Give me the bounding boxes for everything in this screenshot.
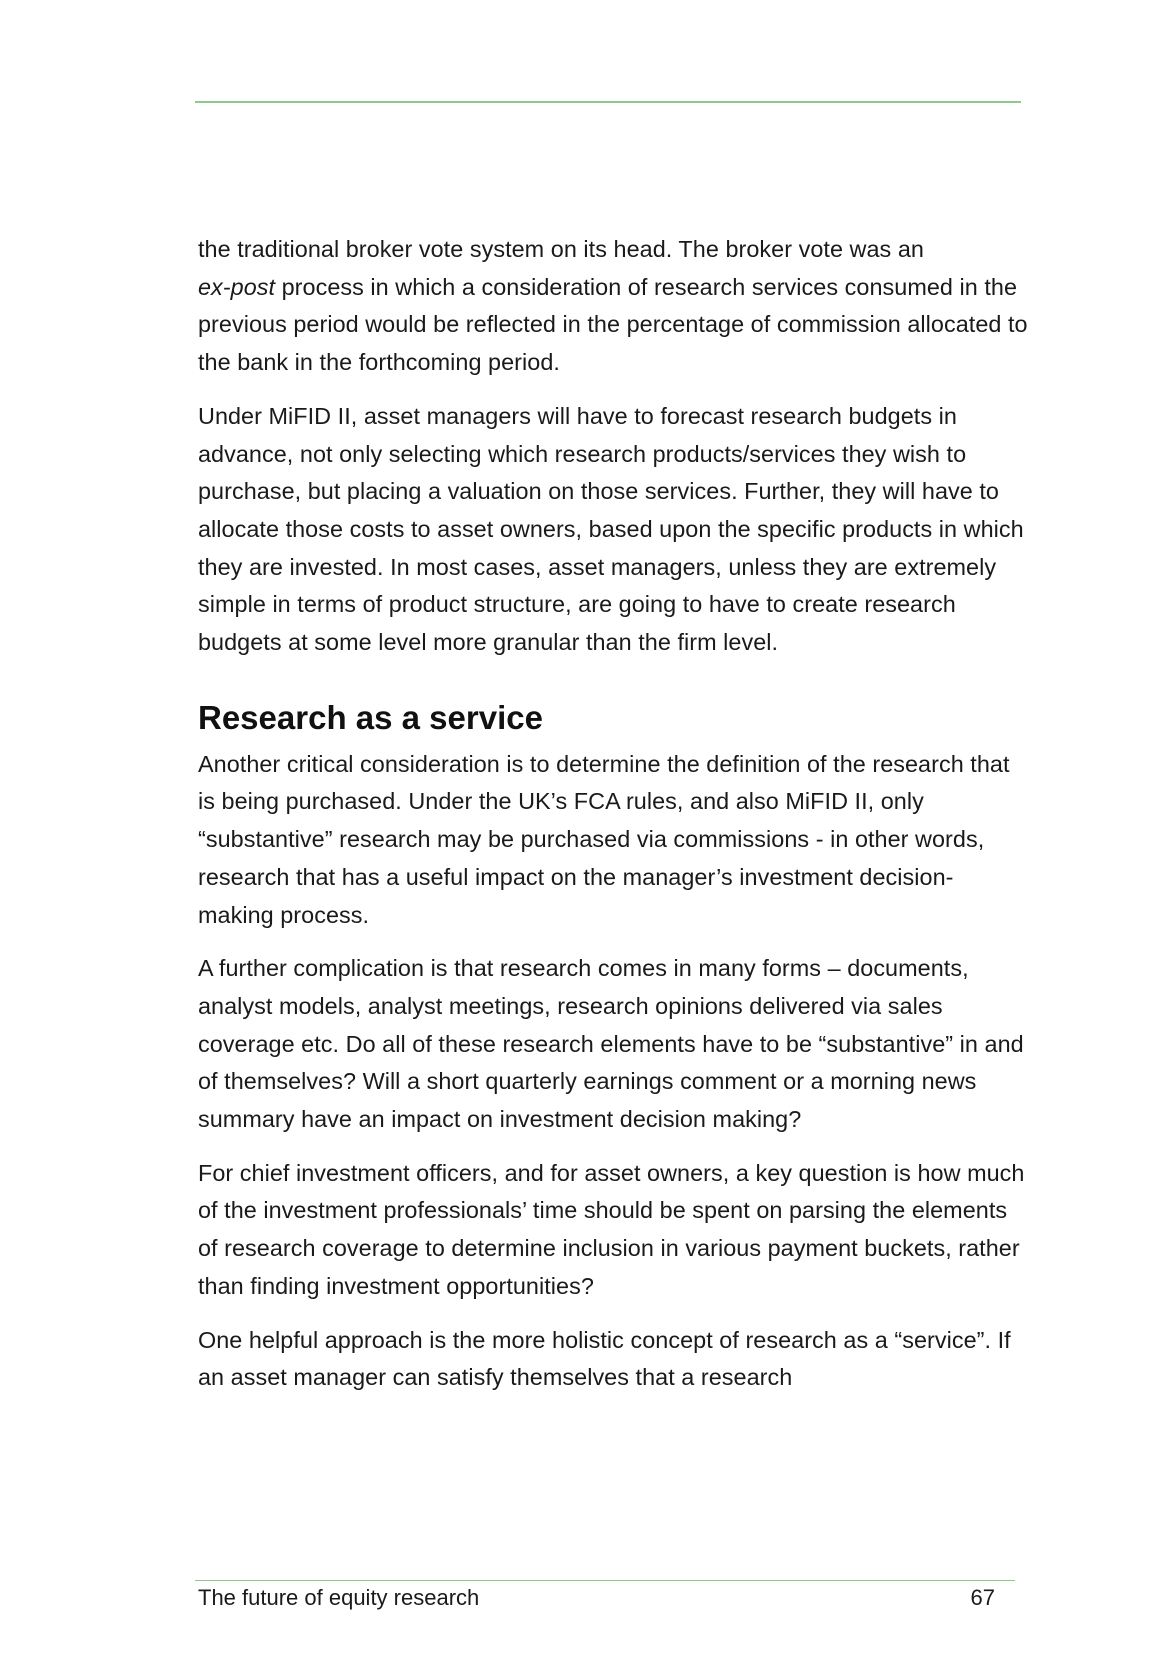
section-heading: Research as a service	[198, 698, 543, 736]
italic-term: ex-post	[198, 273, 276, 300]
paragraph-broker-vote	[198, 231, 1028, 382]
header-rule	[195, 101, 1021, 103]
paragraph-research-forms: A further complication is that research comes in many forms – documents, analyst models, analyst meetings, research opinions delivered via sales coverage etc. Do all of these research elements have to be “substantive” in and of themselves? Will a short quarterly earnings comment or a morning news summary have an impact on investment decision making?	[198, 955, 1024, 1133]
paragraph-line: the traditional broker vote system on its head. The broker vote was an	[198, 236, 924, 262]
paragraph-text: process in which a consideration of research services consumed in the previous period would be reflected in the percentage of commission allocated to the bank in the forthcoming period.	[198, 273, 1028, 376]
page-body	[198, 231, 1028, 1413]
paragraph-holistic-approach: One helpful approach is the more holistic concept of research as a “service”. If an asset manager can satisfy themselves that a research	[198, 1326, 1011, 1391]
page-number: 67	[970, 1585, 995, 1610]
paragraph-research-definition: Another critical consideration is to determine the definition of the research that is being purchased. Under the UK’s FCA rules, and also MiFID II, only “substantive” research may be purchased via commissions - in other words, research that has a useful impact on the manager’s investment decision-making process.	[198, 750, 1010, 928]
footer-rule	[195, 1580, 1015, 1581]
paragraph-cio-question: For chief investment officers, and for asset owners, a key question is how much of the investment professionals’ time should be spent on parsing the elements of research coverage to determine inclusion in various payment buckets, rather than finding investment opportunities?	[198, 1159, 1025, 1299]
paragraph-mifid-budgets: Under MiFID II, asset managers will have to forecast research budgets in advance, not only selecting which research products/services they wish to purchase, but placing a valuation on those services. Further, they will have to allocate those costs to asset owners, based upon the specific products in which they are invested. In most cases, asset managers, unless they are extremely simple in terms of product structure, are going to have to create research budgets at some level more granular than the firm level.	[198, 402, 1024, 656]
footer-title: The future of equity research	[198, 1585, 480, 1610]
